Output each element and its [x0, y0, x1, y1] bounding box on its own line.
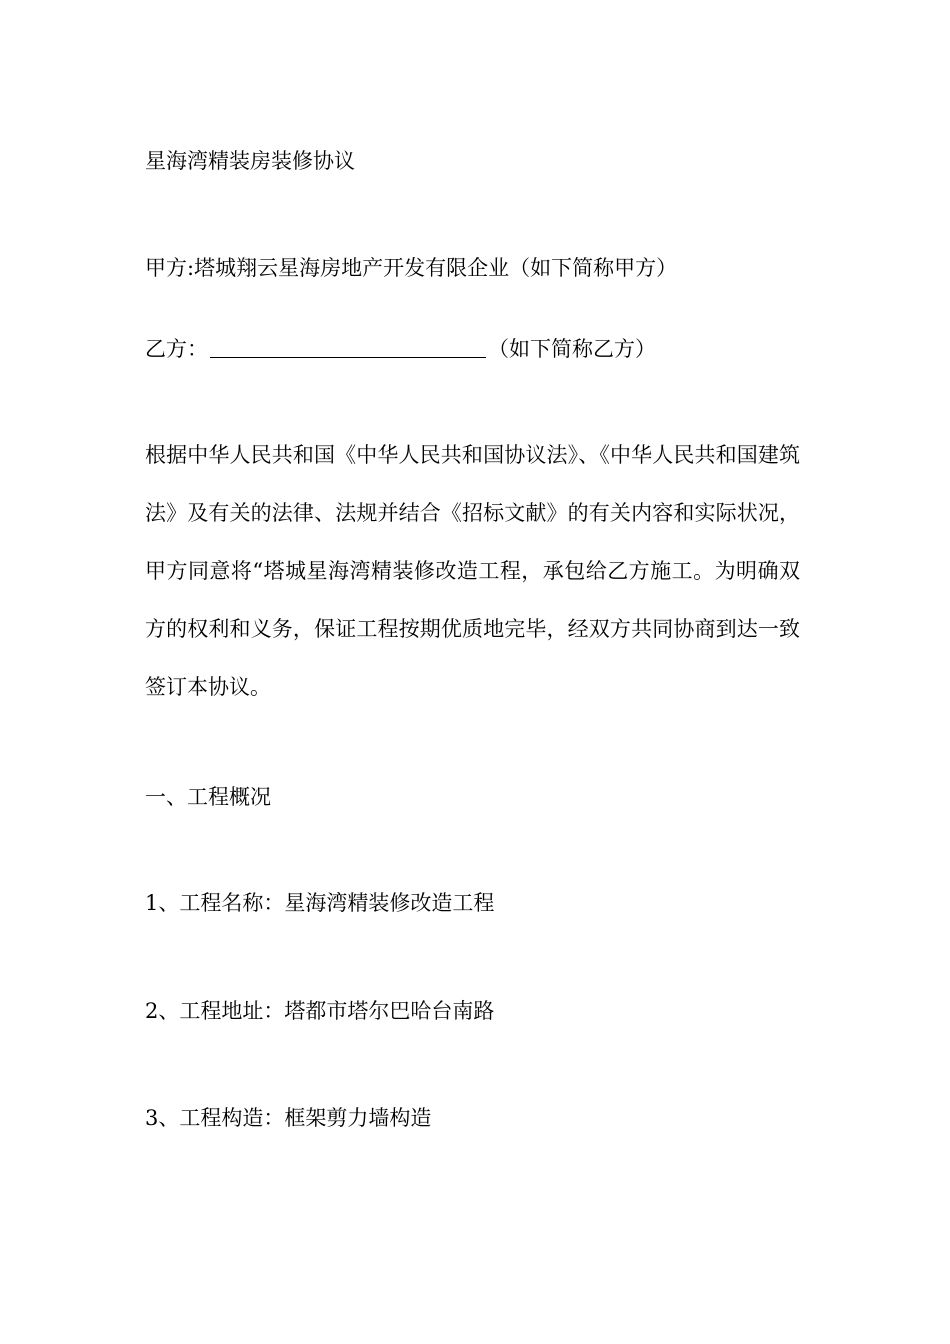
party-b-line	[145, 334, 656, 364]
list-item: 3、工程构造：框架剪力墙构造	[145, 1106, 432, 1130]
section-heading: 一、工程概况	[145, 785, 271, 809]
party-b-blank-field	[210, 337, 486, 358]
party-b-label: 乙方：	[145, 337, 208, 361]
list-item: 1、工程名称：星海湾精装修改造工程	[145, 891, 495, 915]
preamble-paragraph: 根据中华人民共和国《中华人民共和国协议法》、《中华人民共和国建筑法》及有关的法律、法规并结合《招标文献》的有关内容和实际状况，甲方同意将“塔城星海湾精装修改造工程，承包给乙方施工。为明确双方的权利和义务，保证工程按期优质地完毕，经双方共同协商到达一致签订本协议。	[145, 443, 800, 699]
list-item: 2、工程地址：塔都市塔尔巴哈台南路	[145, 999, 495, 1023]
party-b-suffix: （如下简称乙方）	[488, 337, 656, 361]
party-a-line: 甲方:塔城翔云星海房地产开发有限企业（如下简称甲方）	[145, 256, 678, 280]
document-title: 星海湾精装房装修协议	[145, 149, 355, 173]
